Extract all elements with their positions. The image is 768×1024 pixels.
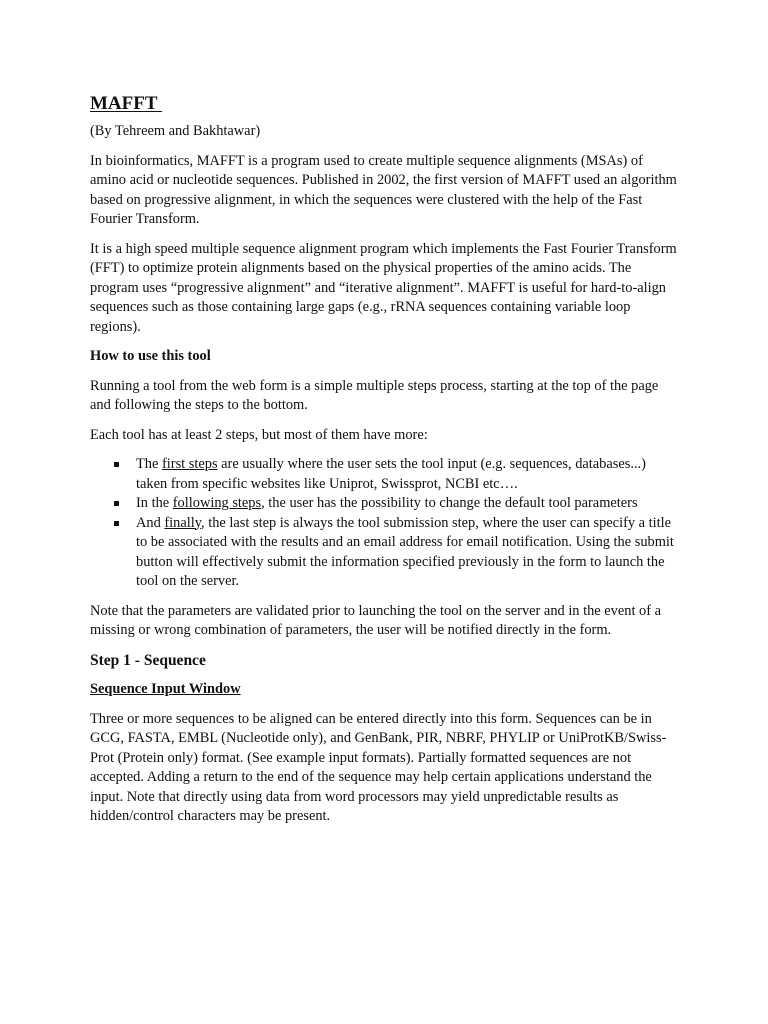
bullet-text-after: , the last step is always the tool submission step, where the user can specify a title to be associated with the results and an email address for email notification. Using the submit button will effectively submit the information specified previously in the form to launch the tool on the server. <box>136 514 674 589</box>
bullet-underlined-text: first steps <box>161 456 218 472</box>
square-bullet-icon <box>114 521 119 526</box>
sequence-input-heading: Sequence Input Window <box>90 681 241 697</box>
list-item <box>90 514 680 592</box>
step1-heading: Step 1 - Sequence <box>90 651 206 669</box>
list-item <box>90 494 680 514</box>
bullet-underlined-text: finally <box>164 514 202 531</box>
bullet-text-after: are usually where the user sets the tool input (e.g. sequences, databases...) taken from specific websites like Uniprot, Swissprot, NCBI etc…. <box>136 456 646 492</box>
bullet-underlined-text: following steps <box>172 495 262 511</box>
square-bullet-icon <box>114 501 119 506</box>
steps-intro: Each tool has at least 2 steps, but most of them have more: <box>90 426 428 443</box>
square-bullet-icon <box>114 462 119 467</box>
document-title: MAFFT <box>90 93 162 114</box>
how-to-heading: How to use this tool <box>90 348 211 364</box>
how-to-paragraph: Running a tool from the web form is a simple multiple steps process, starting at the top of the page and following the steps to the bottom. <box>90 377 659 413</box>
sequence-paragraph: Three or more sequences to be aligned can be entered directly into this form. Sequences can be in GCG, FASTA, EMBL (Nucleotide only), and GenBank, PIR, NBRF, PHYLIP or UniProtKB/Swiss-Prot (Protein only) format. (See example input formats). Partially formatted sequences are not accepted. Adding a return to the end of the sequence may help certain applications understand the input. Note that directly using data from word processors may yield unpredictable results as hidden/control characters may be present. <box>90 710 667 824</box>
byline: (By Tehreem and Bakhtawar) <box>90 123 261 139</box>
intro-paragraph: In bioinformatics, MAFFT is a program used to create multiple sequence alignments (MSAs) of amino acid or nucleotide sequences. Published in 2002, the first version of MAFFT used an algorithm based on progressive alignment, in which the sequences were clustered with the help of the Fast Fourier Transform. <box>90 152 677 227</box>
bullet-text-before: And <box>136 514 165 531</box>
bullet-text-before: In the <box>136 495 173 511</box>
description-paragraph: It is a high speed multiple sequence alignment program which implements the Fast Fourier Transform (FFT) to optimize protein alignments based on the physical properties of the amino acids. The program uses “progressive alignment” and “iterative alignment”. MAFFT is useful for hard-to-align sequences such as those containing large gaps (e.g., rRNA sequences containing variable loop regions). <box>90 240 677 335</box>
steps-list <box>90 455 680 592</box>
bullet-text-before: The <box>136 456 162 472</box>
list-item <box>90 455 680 494</box>
note-paragraph: Note that the parameters are validated prior to launching the tool on the server and in the event of a missing or wrong combination of parameters, the user will be notified directly in the form. <box>90 602 662 638</box>
bullet-text-after: , the user has the possibility to change the default tool parameters <box>261 495 638 511</box>
